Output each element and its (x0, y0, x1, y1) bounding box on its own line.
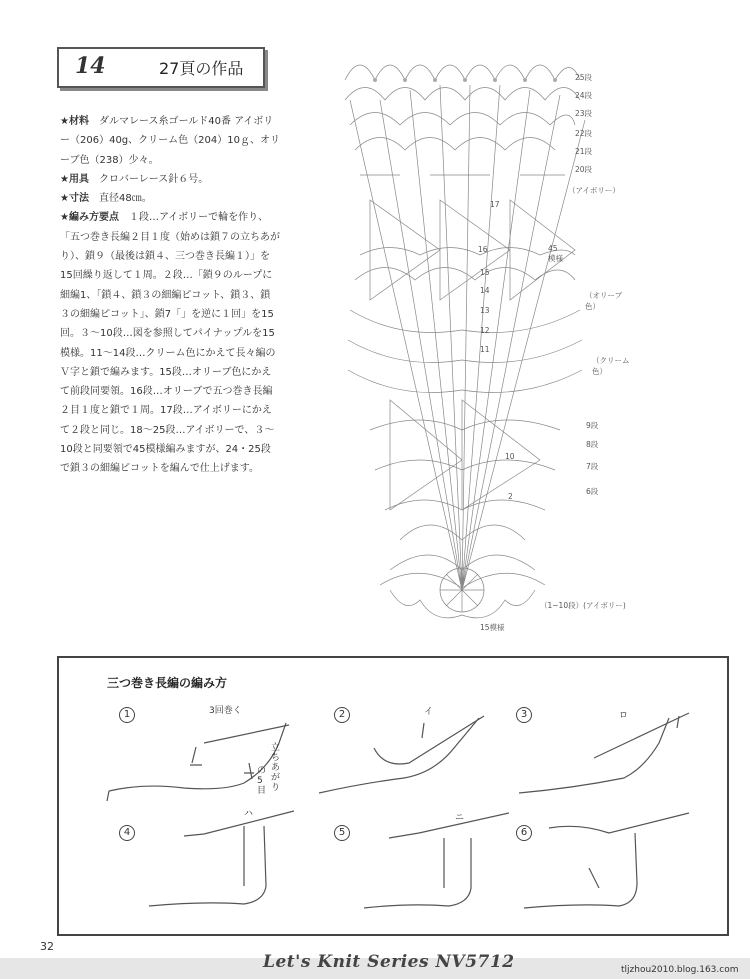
row-label: 9段 (586, 421, 599, 430)
ro-label: ロ (619, 711, 629, 721)
inner-row-mark: 11 (480, 345, 490, 354)
inner-row-mark: 14 (480, 286, 490, 295)
steps-title: 三つ巻き長編の編み方 (107, 676, 228, 690)
row-label: 8段 (586, 440, 599, 449)
row-label: 23段 (575, 109, 593, 118)
step-instructions-box (57, 656, 729, 936)
step-6-illustration (519, 808, 699, 918)
row-label: 6段 (586, 487, 599, 496)
color-label-ivory-bottom: （1~10段）(アイボリー) (540, 601, 626, 610)
step-4-illustration (144, 806, 324, 916)
ha-label: ハ (244, 809, 254, 819)
row-label: 7段 (586, 462, 599, 471)
row-label: 25段 (575, 73, 593, 82)
step-number-6: 6 (516, 824, 532, 841)
series-title: Let's Knit Series NV5712 (263, 952, 515, 972)
step-number-3: 3 (516, 706, 532, 723)
page-number: 32 (40, 940, 54, 953)
pattern-number: 14 (75, 53, 106, 79)
i-label: イ (424, 707, 434, 717)
row-label: 21段 (575, 147, 593, 156)
stand-label: 立ちあがり (271, 743, 281, 793)
row-label: 22段 (575, 129, 593, 138)
row-label: 20段 (575, 165, 593, 174)
size-line: ★寸法 直径48㎝。 (60, 193, 152, 205)
step-2-illustration (314, 708, 494, 808)
instructions-text (60, 112, 280, 479)
inner-row-mark: 15 (480, 268, 490, 277)
step-3-illustration (514, 708, 694, 808)
title-box (57, 47, 265, 88)
color-label-cream: （クリーム色） (592, 356, 630, 376)
ni-label: ニ (455, 813, 465, 823)
inner-row-mark: 10 (505, 452, 515, 461)
crochet-chart (330, 40, 630, 640)
color-label-ivory: （アイボリー） (568, 186, 620, 195)
count-label: の5目 (257, 766, 267, 796)
step-number-2: 2 (334, 706, 350, 723)
wraps-label: 3回巻く (209, 706, 242, 716)
row-label: 24段 (575, 91, 593, 100)
inner-row-mark: 17 (490, 200, 500, 209)
inner-row-mark: 16 (478, 245, 488, 254)
step-number-5: 5 (334, 824, 350, 841)
method-line: ★編み方要点 １段…アイボリーで輪を作り、「五つ巻き長編２目１度（始めは鎖７の立ちあがり）、鎖９（最後は鎖４、三つ巻き長編１）」を15回繰り返して１周。２段…「鎖９のループに細編1、「鎖４、鎖３の細編ピコット、鎖３、鎖３の細編ピコット」、鎖7「」を逆に１回」を15回。３～10段…図を参照してパイナップルを15模様。11～14段…クリーム色にかえて長々編のＶ字と鎖で編みます。15段…オリーブ色にかえて前段同要領。16段…オリーブで五つ巻き長編２目１度と鎖で１周。17段…アイボリーにかえて２段と同じ。18～25段…アイボリーで、３～10段と同要領で45模様編みますが、24・25段で鎖３の細編ピコットを編んで仕上げます。 (60, 212, 280, 475)
blog-url: tljzhou2010.blog.163.com (621, 965, 739, 975)
step-5-illustration (359, 808, 529, 918)
color-label-olive: （オリーブ色） (585, 291, 623, 311)
inner-row-mark: 12 (480, 326, 490, 335)
tools-line: ★用具 クロバーレース針６号。 (60, 173, 209, 185)
page-reference-title: 27頁の作品 (159, 59, 244, 78)
step-number-4: 4 (119, 824, 135, 841)
step-number-1: 1 (119, 706, 135, 723)
materials-line: ★材料 ダルマレース糸ゴールド40番 アイボリー（206）40g、クリーム色（204）10ｇ、オリーブ色（238）少々。 (60, 116, 280, 166)
pattern-count-label: 45模様 (548, 244, 563, 263)
inner-row-mark: 2 (508, 492, 513, 501)
center-count-label: 15模様 (480, 623, 505, 632)
inner-row-mark: 13 (480, 306, 490, 315)
